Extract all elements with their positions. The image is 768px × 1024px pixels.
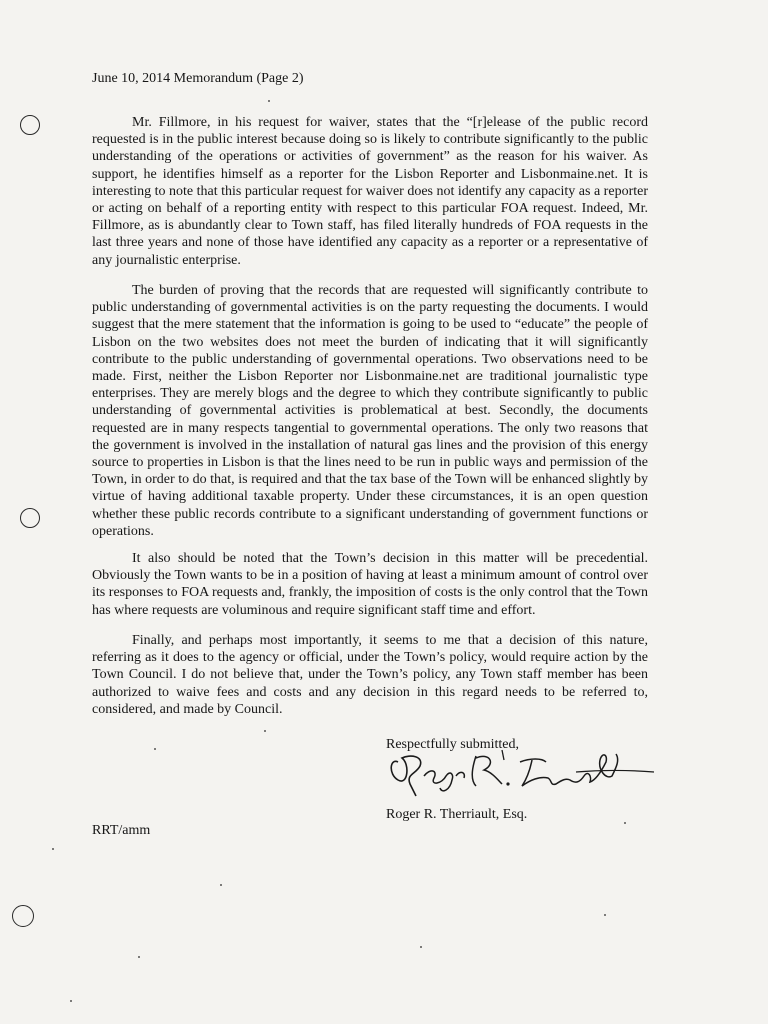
signer-name: Roger R. Therriault, Esq. [386,807,528,822]
scan-speck [268,100,270,102]
paragraph-waiver-request: Mr. Fillmore, in his request for waiver, states that the “[r]elease of the public record requested is in the public interest because doing so is likely to contribute significantly to the public understanding of the operations or activities of government” as the reason for his waiver. As support, he identifies himself as a reporter for the Lisbon Reporter and Lisbonmaine.net. It is interesting to note that this particular request for waiver does not identify any capacity as a reporter or acting on behalf of a reporting entity with respect to this particular FOA request. Indeed, Mr. Fillmore, as is abundantly clear to Town staff, has filed literally hundreds of FOA requests in the last three years and none of those have identified any capacity as a reporter or a representative of any journalistic enterprise. [92,115,648,268]
scan-speck [52,848,54,850]
binder-hole-top [20,115,40,135]
scan-speck [604,914,606,916]
scan-speck [420,946,422,948]
scan-speck [138,956,140,958]
scan-speck [220,884,222,886]
page-header: June 10, 2014 Memorandum (Page 2) [92,71,304,86]
paragraph-precedential: It also should be noted that the Town’s decision in this matter will be precedential. Obviously the Town wants to be in a position of having at least a minimum amount of control over its responses to FOA requests and, frankly, the imposition of costs is the only control that the Town has where requests are voluminous and require significant staff time and effort. [92,551,648,618]
signature-graphic [380,740,660,800]
scan-speck [154,748,156,750]
scan-speck [624,822,626,824]
binder-hole-middle [20,508,40,528]
closing-salutation: Respectfully submitted, [386,737,519,752]
binder-hole-bottom [12,905,34,927]
scan-speck [70,1000,72,1002]
scan-speck [264,730,266,732]
paragraph-burden-of-proof: The burden of proving that the records that are requested will significantly contribute to public understanding of governmental activities is on the party requesting the documents. I would suggest that the mere statement that the information is going to be used to “educate” the people of Lisbon on the two websites does not meet the burden of indicating that it will significantly contribute to the public understanding of governmental operations. Two observations need to be made. First, neither the Lisbon Reporter nor Lisbonmaine.net are traditional journalistic type enterprises. They are merely blogs and the degree to which they contribute significantly to public understanding of governmental activities is problematical at best. Secondly, the documents requested are in many respects tangential to governmental operations. The only two reasons that the government is involved in the installation of natural gas lines and the provision of this energy source to properties in Lisbon is that the lines need to be run in public ways and permission of the Town, in order to do that, is required and that the tax base of the Town will be enhanced slightly by virtue of having additional taxable property. Under these circumstances, it is an open question whether these public records contribute to a significant understanding of government functions or operations. [92,283,648,539]
typist-initials: RRT/amm [92,823,151,838]
paragraph-council-action: Finally, and perhaps most importantly, it seems to me that a decision of this nature, referring as it does to the agency or official, under the Town’s policy, would require action by the Town Council. I do not believe that, under the Town’s policy, any Town staff member has been authorized to waive fees and costs and any decision in this regard needs to be referred to, considered, and made by Council. [92,633,648,717]
